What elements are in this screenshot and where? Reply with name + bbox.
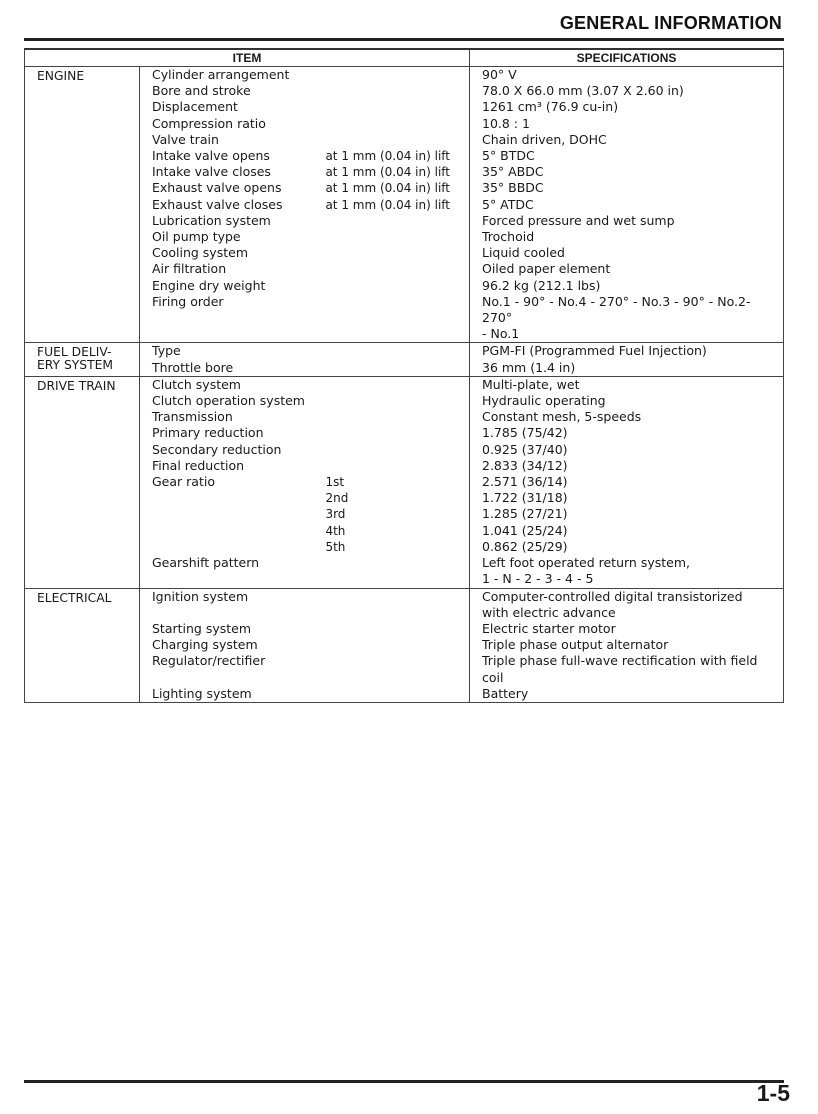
section-category: DRIVE TRAIN <box>25 377 140 588</box>
spec-value: 1261 cm³ (76.9 cu-in) <box>482 99 619 115</box>
spec-value: 35° ABDC <box>482 164 544 180</box>
table-row <box>140 555 470 571</box>
item-condition: at 1 mm (0.04 in) lift <box>325 165 451 180</box>
table-row <box>140 670 470 686</box>
table-row <box>140 164 470 180</box>
item-condition <box>325 589 470 605</box>
item-name: Engine dry weight <box>152 277 266 293</box>
item-name: Lubrication system <box>152 212 271 228</box>
item-condition: 1st <box>325 475 345 490</box>
item-name: Oil pump type <box>152 229 241 245</box>
table-header <box>25 50 783 67</box>
item-name: Lighting system <box>152 685 252 701</box>
spec-value: 2.571 (36/14) <box>482 474 568 490</box>
table-row <box>140 458 470 474</box>
table-row <box>140 229 470 245</box>
spec-value: 1.722 (31/18) <box>482 490 568 506</box>
table-row <box>140 180 470 196</box>
table-row <box>140 99 470 115</box>
item-name: Gearshift pattern <box>152 555 260 571</box>
header-rule <box>24 38 784 41</box>
table-row <box>140 360 470 376</box>
item-name: Transmission <box>152 409 233 425</box>
table-row <box>140 637 470 653</box>
table-row <box>140 653 470 669</box>
spec-value: Multi-plate, wet <box>482 376 580 392</box>
item-name <box>140 310 325 326</box>
spec-value: Battery <box>482 685 529 701</box>
spec-value: Constant mesh, 5-speeds <box>482 409 642 425</box>
item-name: Bore and stroke <box>152 83 251 99</box>
spec-value: 2.833 (34/12) <box>482 457 568 473</box>
item-name: Exhaust valve opens <box>152 180 282 196</box>
item-condition: 3rd <box>325 507 346 522</box>
spec-value: 1.041 (25/24) <box>482 522 568 538</box>
item-condition <box>325 83 470 99</box>
table-row <box>140 278 470 294</box>
table-row <box>140 506 470 522</box>
table-row <box>140 67 470 83</box>
item-name: Regulator/rectifier <box>152 653 266 669</box>
item-condition: 2nd <box>325 491 349 506</box>
table-row <box>140 605 470 621</box>
section-category: ELECTRICAL <box>25 589 140 702</box>
spec-value: - No.1 <box>482 326 520 342</box>
spec-value: 78.0 X 66.0 mm (3.07 X 2.60 in) <box>482 83 684 99</box>
spec-value: Left foot operated return system, <box>482 555 690 571</box>
spec-value: 35° BBDC <box>482 180 544 196</box>
item-name: Clutch system <box>152 376 241 392</box>
item-name: Compression ratio <box>152 115 266 131</box>
spec-value: 10.8 : 1 <box>482 115 530 131</box>
column-header-specifications: SPECIFICATIONS <box>576 51 677 65</box>
item-condition: at 1 mm (0.04 in) lift <box>325 181 451 196</box>
table-row <box>140 213 470 229</box>
spec-value: No.1 - 90° - No.4 - 270° - No.3 - 90° - No.2- 270° <box>482 293 751 326</box>
spec-value: Triple phase full-wave rectification with field <box>482 653 758 669</box>
item-condition <box>325 425 470 441</box>
item-name: Type <box>152 343 181 359</box>
table-body <box>25 67 783 702</box>
spec-value: Triple phase output alternator <box>482 637 669 653</box>
specifications-table <box>24 48 784 703</box>
item-condition <box>325 653 470 669</box>
spec-value: Oiled paper element <box>482 261 611 277</box>
item-condition <box>325 686 470 702</box>
spec-value: 5° ATDC <box>482 196 534 212</box>
spec-value: 96.2 kg (212.1 lbs) <box>482 277 601 293</box>
spec-value: with electric advance <box>482 604 616 620</box>
item-condition <box>325 278 470 294</box>
table-row <box>140 490 470 506</box>
table-row <box>140 425 470 441</box>
spec-value: Chain driven, DOHC <box>482 131 607 147</box>
item-name: Displacement <box>152 99 238 115</box>
table-row <box>140 310 470 326</box>
table-section <box>25 377 783 589</box>
item-condition <box>325 393 470 409</box>
item-condition <box>325 442 470 458</box>
item-name: Secondary reduction <box>152 441 282 457</box>
item-condition <box>325 670 470 686</box>
section-category: FUEL DELIV- ERY SYSTEM <box>25 343 140 375</box>
table-row <box>140 148 470 164</box>
item-name <box>140 670 325 686</box>
table-row <box>140 377 470 393</box>
item-condition <box>325 458 470 474</box>
table-row <box>140 409 470 425</box>
table-row <box>140 294 470 310</box>
table-row <box>140 132 470 148</box>
item-condition <box>325 621 470 637</box>
item-condition <box>325 116 470 132</box>
spec-value: 90° V <box>482 67 517 82</box>
spec-value: 1.285 (27/21) <box>482 506 568 522</box>
item-condition: at 1 mm (0.04 in) lift <box>325 197 451 212</box>
table-row <box>140 116 470 132</box>
table-section <box>25 589 783 702</box>
item-name: Valve train <box>152 131 219 147</box>
spec-value: 1 - N - 2 - 3 - 4 - 5 <box>482 571 594 587</box>
item-name: Charging system <box>152 637 258 653</box>
item-condition <box>325 99 470 115</box>
spec-value: Forced pressure and wet sump <box>482 212 675 228</box>
item-condition <box>325 229 470 245</box>
item-name <box>140 571 325 587</box>
item-name: Final reduction <box>152 457 245 473</box>
item-name <box>140 605 325 621</box>
item-condition <box>325 67 470 83</box>
table-row <box>140 621 470 637</box>
spec-value: 0.925 (37/40) <box>482 441 568 457</box>
spec-value: Hydraulic operating <box>482 393 606 409</box>
table-section <box>25 343 783 376</box>
table-row <box>140 539 470 555</box>
table-row <box>140 523 470 539</box>
item-condition: 4th <box>325 523 346 538</box>
page-number: 1-5 <box>756 1080 790 1106</box>
table-row <box>140 245 470 261</box>
table-row <box>140 589 470 605</box>
item-name <box>140 490 325 506</box>
item-condition <box>325 245 470 261</box>
spec-value: 1.785 (75/42) <box>482 425 568 441</box>
table-row <box>140 343 470 359</box>
table-row <box>140 686 470 702</box>
item-name: Starting system <box>152 620 252 636</box>
item-name: Exhaust valve closes <box>152 196 283 212</box>
table-row <box>140 393 470 409</box>
spec-value: 0.862 (25/29) <box>482 538 568 554</box>
spec-value: Liquid cooled <box>482 245 565 261</box>
item-name: Cooling system <box>152 245 248 261</box>
item-name: Intake valve opens <box>152 148 270 164</box>
item-name: Cylinder arrangement <box>152 67 290 82</box>
item-condition: 5th <box>325 539 346 554</box>
item-condition <box>325 605 470 621</box>
spec-value: 36 mm (1.4 in) <box>482 359 576 375</box>
item-name: Throttle bore <box>152 359 234 375</box>
item-name <box>140 506 325 522</box>
item-condition <box>325 571 470 587</box>
item-condition <box>325 294 470 310</box>
spec-value: 5° BTDC <box>482 148 535 164</box>
spec-value: coil <box>482 669 504 685</box>
item-condition <box>325 261 470 277</box>
spec-value: PGM-FI (Programmed Fuel Injection) <box>482 343 707 359</box>
item-condition <box>325 213 470 229</box>
item-name: Primary reduction <box>152 425 264 441</box>
spec-value: Electric starter motor <box>482 620 616 636</box>
item-name: Ignition system <box>152 588 249 604</box>
item-name: Intake valve closes <box>152 164 271 180</box>
column-header-item: ITEM <box>25 50 470 66</box>
item-condition <box>325 377 470 393</box>
item-condition: at 1 mm (0.04 in) lift <box>325 149 451 164</box>
item-name: Air filtration <box>152 261 227 277</box>
table-section <box>25 67 783 343</box>
table-row <box>140 474 470 490</box>
item-name: Gear ratio <box>152 474 215 490</box>
table-row <box>140 261 470 277</box>
item-name <box>140 523 325 539</box>
table-row <box>140 571 470 587</box>
item-name <box>140 539 325 555</box>
item-condition <box>325 637 470 653</box>
page-header-title: GENERAL INFORMATION <box>559 13 782 33</box>
item-condition <box>325 360 470 376</box>
section-category: ENGINE <box>25 67 140 342</box>
spec-value: Computer-controlled digital transistorized <box>482 588 743 604</box>
item-condition <box>325 310 470 326</box>
item-name: Firing order <box>152 293 224 309</box>
item-name: Clutch operation system <box>152 393 305 409</box>
table-row <box>140 442 470 458</box>
footer-rule <box>24 1080 784 1083</box>
item-condition <box>325 132 470 148</box>
item-condition <box>325 343 470 359</box>
table-row <box>140 197 470 213</box>
table-row <box>140 83 470 99</box>
spec-value: Trochoid <box>482 229 535 245</box>
item-condition <box>325 555 470 571</box>
item-condition <box>325 409 470 425</box>
